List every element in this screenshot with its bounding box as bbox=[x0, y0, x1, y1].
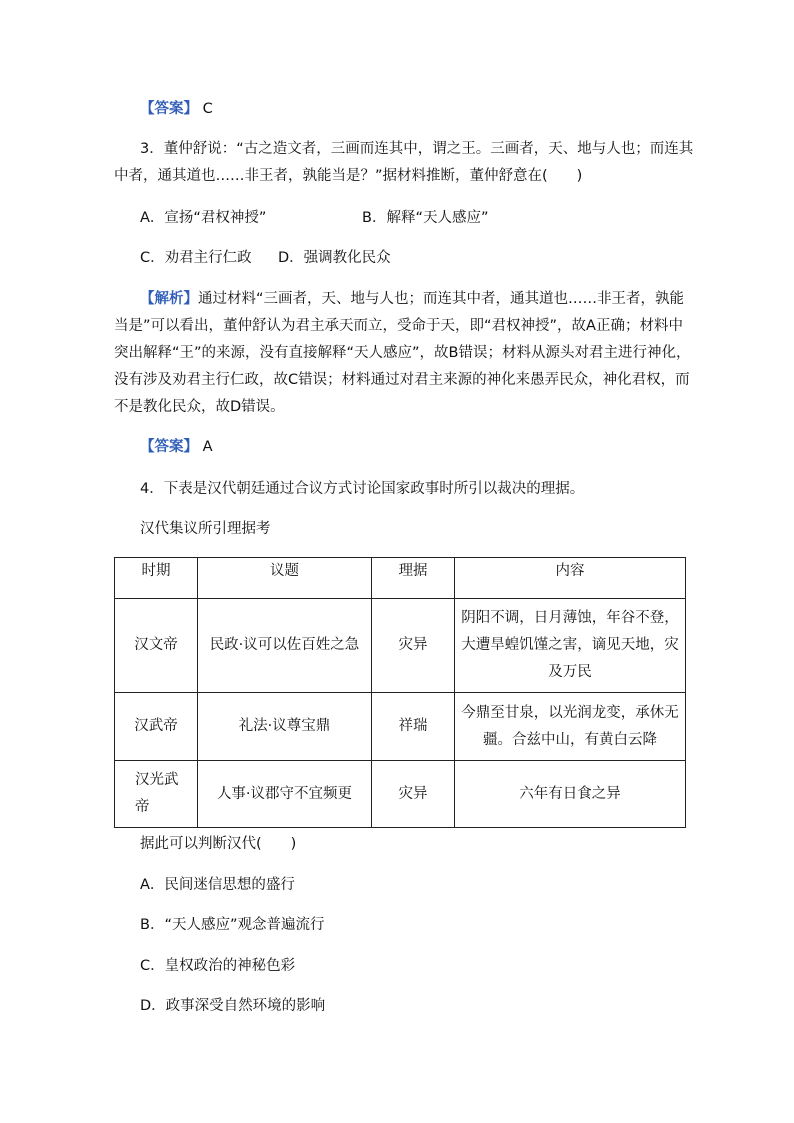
answer-value: A bbox=[202, 439, 213, 455]
analysis-tag: 【解析】 bbox=[140, 291, 198, 307]
cell-basis: 灾异 bbox=[372, 599, 455, 693]
question-4-option-c: C．皇权政治的神秘色彩 bbox=[140, 958, 296, 974]
question-3-stem-line1: 3．董仲舒说：“古之造文者，三画而连其中，谓之王。三画者，天、地与人也；而连其 bbox=[140, 141, 694, 157]
question-4-stem: 4．下表是汉代朝廷通过合议方式讨论国家政事时所引以裁决的理据。 bbox=[140, 481, 585, 497]
table-row bbox=[115, 761, 686, 828]
table-row bbox=[115, 599, 686, 693]
cell-basis: 灾异 bbox=[372, 761, 455, 828]
answer-tag: 【答案】 bbox=[140, 101, 198, 117]
answer-tag: 【答案】 bbox=[140, 439, 198, 455]
header-content: 内容 bbox=[455, 558, 686, 599]
question-3-option-d: D．强调教化民众 bbox=[278, 250, 391, 266]
cell-topic: 礼法·议尊宝鼎 bbox=[198, 693, 372, 761]
analysis-line2: 当是”可以看出，董仲舒认为君主承天而立，受命于天，即“君权神授”，故A正确；材料中 bbox=[114, 318, 683, 334]
answer-line bbox=[140, 97, 213, 118]
answer-value: C bbox=[202, 101, 213, 117]
header-basis: 理据 bbox=[372, 558, 455, 599]
table-row bbox=[115, 693, 686, 761]
question-3-option-a: A．宣扬“君权神授” bbox=[140, 210, 267, 226]
table-header-row bbox=[115, 558, 686, 599]
cell-content: 六年有日食之异 bbox=[455, 761, 686, 828]
cell-topic: 人事·议郡守不宜频更 bbox=[198, 761, 372, 828]
question-3-option-c: C．劝君主行仁政 bbox=[140, 250, 252, 266]
answer-line-2 bbox=[140, 435, 213, 456]
analysis-line4: 没有涉及劝君主行仁政，故C错误；材料通过对君主来源的神化来愚弄民众，神化君权，而 bbox=[114, 372, 690, 388]
data-table bbox=[114, 557, 686, 828]
cell-topic: 民政·议可以佐百姓之急 bbox=[198, 599, 372, 693]
analysis-line5: 不是教化民众，故D错误。 bbox=[114, 399, 285, 415]
cell-content: 阴阳不调，日月薄蚀，年谷不登，大遭旱蝗饥馑之害，谪见天地，灾及万民 bbox=[455, 599, 686, 693]
question-4-option-d: D．政事深受自然环境的影响 bbox=[140, 998, 326, 1014]
analysis-line1: 【解析】通过材料“三画者，天、地与人也；而连其中者，通其道也……非王者，孰能 bbox=[140, 291, 685, 307]
question-3-option-b: B．解释“天人感应” bbox=[362, 210, 489, 226]
question-4-option-b: B．“天人感应”观念普遍流行 bbox=[140, 917, 325, 933]
cell-period: 汉文帝 bbox=[115, 599, 198, 693]
question-4-option-a: A．民间迷信思想的盛行 bbox=[140, 877, 295, 893]
analysis-line3: 突出解释“王”的来源，没有直接解释“天人感应”，故B错误；材料从源头对君主进行神化， bbox=[114, 345, 691, 361]
table-title: 汉代集议所引理据考 bbox=[140, 521, 271, 537]
cell-period: 汉光武帝 bbox=[115, 761, 198, 828]
question-3-stem-line2: 中者，通其道也……非王者，孰能当是？”据材料推断，董仲舒意在( ) bbox=[114, 168, 583, 184]
cell-content: 今鼎至甘泉，以光润龙变，承休无疆。合兹中山，有黄白云降 bbox=[455, 693, 686, 761]
header-period: 时期 bbox=[115, 558, 198, 599]
cell-period: 汉武帝 bbox=[115, 693, 198, 761]
question-4-prompt: 据此可以判断汉代( ) bbox=[140, 836, 297, 852]
header-topic: 议题 bbox=[198, 558, 372, 599]
cell-basis: 祥瑞 bbox=[372, 693, 455, 761]
